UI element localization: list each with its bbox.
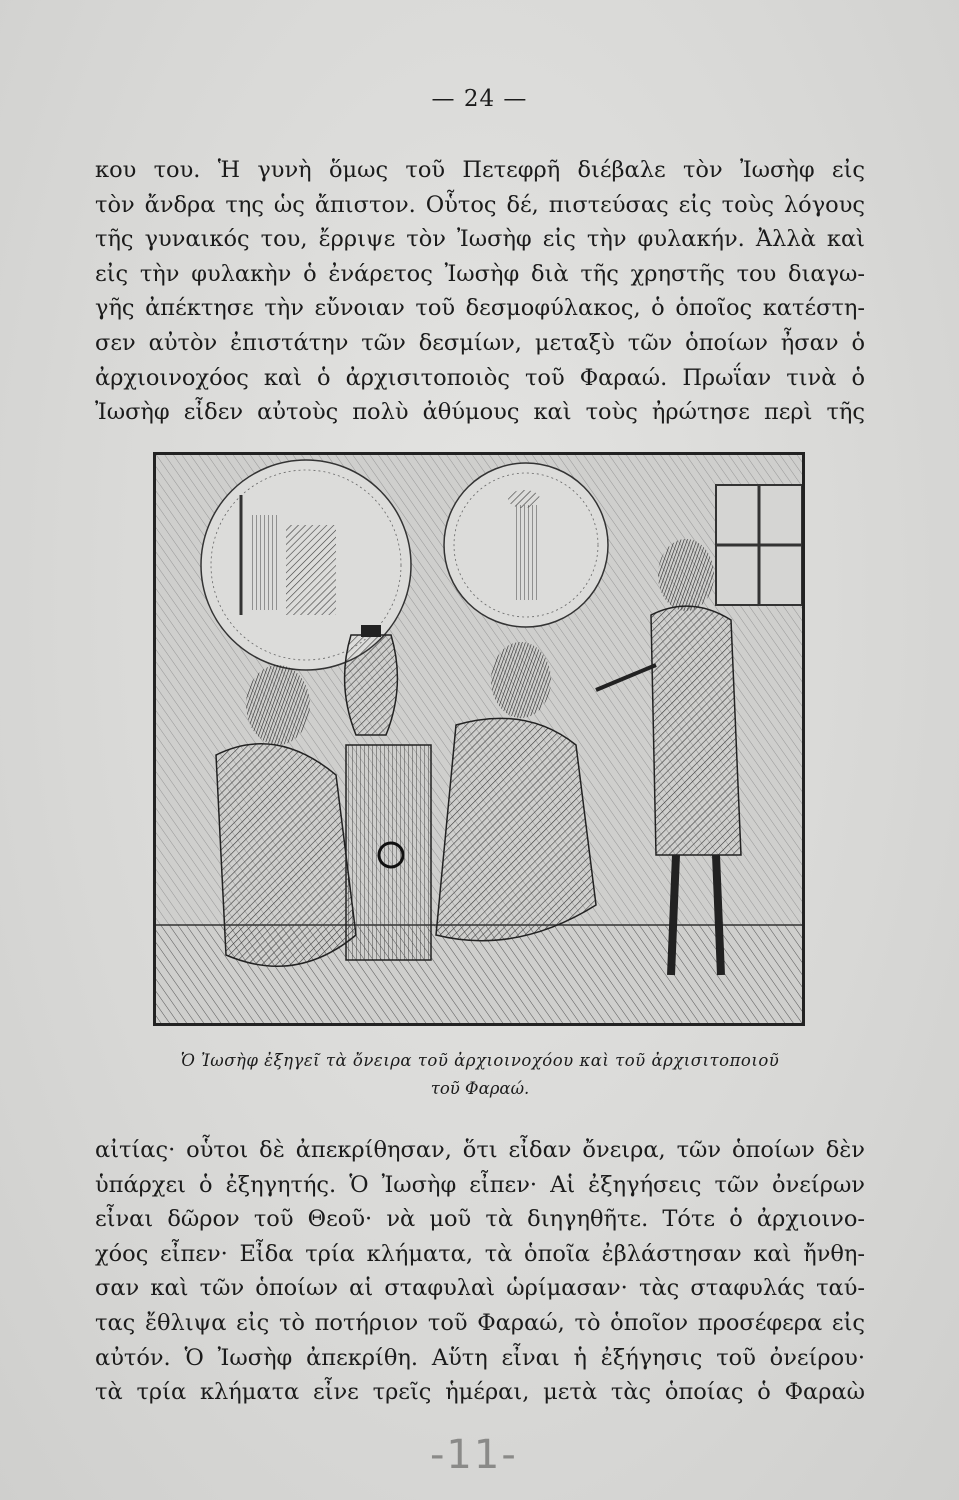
pencil-page-mark: -11-: [430, 1432, 518, 1478]
illustration-caption-line-1: Ὁ Ἰωσὴφ ἐξηγεῖ τὰ ὄνειρα τοῦ ἀρχιοινοχόου καὶ τοῦ ἀρχισιτοποιοῦ: [180, 1051, 780, 1070]
text-line: Ἰωσὴφ εἶδεν αὐτοὺς πολὺ ἀθύμους καὶ τοὺς ἠρώτησε περὶ τῆς: [95, 399, 865, 426]
text-line: τῆς γυναικός του, ἔρριψε τὸν Ἰωσὴφ εἰς τὴν φυλακήν. Ἀλλὰ καὶ: [95, 226, 865, 253]
text-line: γῆς ἀπέκτησε τὴν εὔνοιαν τοῦ δεσμοφύλακος, ὁ ὁποῖος κατέστη-: [95, 295, 865, 322]
text-line: εἶναι δῶρον τοῦ Θεοῦ· νὰ μοῦ τὰ διηγηθῆτε. Τότε ὁ ἀρχιοινο-: [95, 1206, 865, 1233]
page-number: — 24 —: [431, 86, 528, 112]
text-line: σαν καὶ τῶν ὁποίων αἱ σταφυλαὶ ὡρίμασαν· τὰς σταφυλάς ταύ-: [95, 1275, 865, 1302]
illustration-caption-line-2: τοῦ Φαραώ.: [430, 1079, 530, 1098]
text-line: τὸν ἄνδρα της ὡς ἄπιστον. Οὗτος δέ, πιστεύσας εἰς τοὺς λόγους: [95, 191, 865, 218]
text-line: εἰς τὴν φυλακὴν ὁ ἐνάρετος Ἰωσὴφ διὰ τῆς χρηστῆς του διαγω-: [95, 260, 865, 287]
text-line: τὰ τρία κλήματα εἶνε τρεῖς ἡμέραι, μετὰ τὰς ὁποίας ὁ Φαραὼ: [95, 1379, 865, 1406]
text-line: τας ἔθλιψα εἰς τὸ ποτήριον τοῦ Φαραώ, τὸ ὁποῖον προσέφερα εἰς: [95, 1309, 865, 1336]
body-text-bottom: [95, 1133, 865, 1410]
engraving-illustration: [153, 452, 805, 1026]
text-line: αἰτίας· οὗτοι δὲ ἀπεκρίθησαν, ὅτι εἶδαν ὄνειρα, τῶν ὁποίων δὲν: [95, 1137, 865, 1163]
text-line: αὐτόν. Ὁ Ἰωσὴφ ἀπεκρίθη. Αὕτη εἶναι ἡ ἐξήγησις τοῦ ὀνείρου·: [95, 1344, 865, 1371]
text-line: σεν αὐτὸν ἐπιστάτην τῶν δεσμίων, μεταξὺ τῶν ὁποίων ἦσαν ὁ: [95, 329, 865, 356]
body-text-top: [95, 153, 865, 430]
dream-bubble-right: [444, 463, 608, 627]
text-line: κου του. Ἡ γυνὴ ὅμως τοῦ Πετεφρῆ διέβαλε τὸν Ἰωσὴφ εἰς: [95, 157, 865, 183]
text-line: χόος εἶπεν· Εἶδα τρία κλήματα, τὰ ὁποῖα ἐβλάστησαν καὶ ἤνθη-: [95, 1240, 865, 1267]
text-line: ἀρχιοινοχόος καὶ ὁ ἀρχισιτοποιὸς τοῦ Φαραώ. Πρωΐαν τινὰ ὁ: [95, 364, 865, 391]
text-line: ὑπάρχει ὁ ἐξηγητής. Ὁ Ἰωσὴφ εἶπεν· Αἱ ἐξηγήσεις τῶν ὀνείρων: [95, 1171, 865, 1198]
